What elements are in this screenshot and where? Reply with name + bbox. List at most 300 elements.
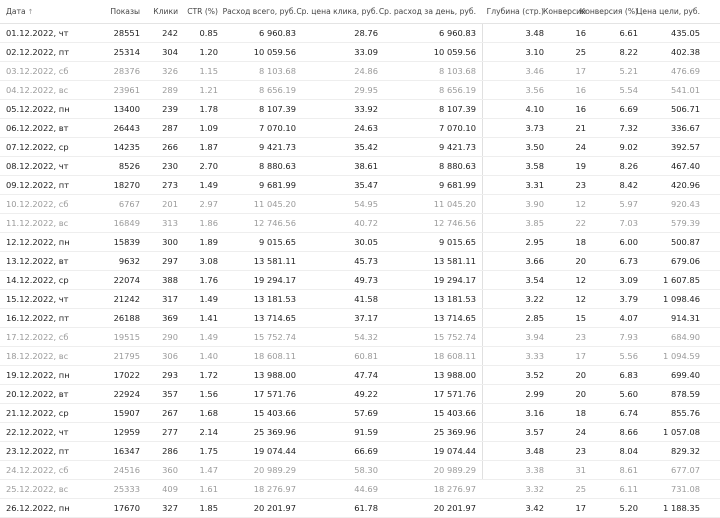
cell-conv: 12 — [575, 294, 586, 304]
cell-conv-rate: 7.93 — [619, 332, 638, 342]
cell-conv: 23 — [575, 180, 586, 190]
table-row[interactable] — [0, 100, 720, 119]
cell-spend-day: 25 369.96 — [433, 427, 476, 437]
cell-shows: 19515 — [113, 332, 140, 342]
cell-ctr: 1.40 — [199, 351, 218, 361]
cell-cpa: 500.87 — [670, 237, 700, 247]
cell-spend-total: 9 421.73 — [259, 142, 296, 152]
cell-clicks: 304 — [162, 47, 178, 57]
cell-depth: 3.94 — [525, 332, 544, 342]
cell-cpc: 49.22 — [354, 389, 378, 399]
cell-conv-rate: 6.74 — [619, 408, 638, 418]
cell-cpc: 58.30 — [354, 465, 378, 475]
cell-date: 04.12.2022, вс — [6, 85, 69, 95]
cell-conv-rate: 3.79 — [619, 294, 638, 304]
cell-shows: 17022 — [113, 370, 140, 380]
cell-clicks: 388 — [162, 275, 178, 285]
cell-shows: 17670 — [113, 503, 140, 513]
cell-ctr: 1.09 — [199, 123, 218, 133]
cell-conv: 23 — [575, 332, 586, 342]
cell-shows: 18270 — [113, 180, 140, 190]
cell-ctr: 1.56 — [199, 389, 218, 399]
cell-shows: 25314 — [113, 47, 140, 57]
cell-cpa: 855.76 — [670, 408, 700, 418]
cell-spend-total: 11 045.20 — [253, 199, 296, 209]
column-header-ctr[interactable] — [184, 0, 224, 23]
cell-spend-total: 9 015.65 — [259, 237, 296, 247]
column-header-shows[interactable] — [88, 0, 146, 23]
cell-date: 13.12.2022, вт — [6, 256, 69, 266]
cell-spend-day: 20 989.29 — [433, 465, 476, 475]
cell-cpc: 45.73 — [354, 256, 378, 266]
cell-spend-day: 9 015.65 — [439, 237, 476, 247]
cell-conv: 20 — [575, 256, 586, 266]
cell-ctr: 1.86 — [199, 218, 218, 228]
cell-conv: 22 — [575, 218, 586, 228]
cell-spend-total: 18 276.97 — [253, 484, 296, 494]
cell-spend-total: 13 714.65 — [253, 313, 296, 323]
cell-shows: 22924 — [113, 389, 140, 399]
cell-ctr: 1.21 — [199, 85, 218, 95]
cell-conv: 21 — [575, 123, 586, 133]
cell-depth: 2.99 — [525, 389, 544, 399]
cell-clicks: 290 — [162, 332, 178, 342]
cell-spend-day: 13 581.11 — [433, 256, 476, 266]
table-row[interactable] — [0, 328, 720, 347]
cell-ctr: 1.47 — [199, 465, 218, 475]
cell-depth: 3.10 — [525, 47, 544, 57]
cell-cpa: 435.05 — [670, 28, 700, 38]
cell-conv: 12 — [575, 275, 586, 285]
cell-depth: 4.10 — [525, 104, 544, 114]
cell-conv: 25 — [575, 47, 586, 57]
table-row[interactable] — [0, 366, 720, 385]
cell-conv-rate: 6.00 — [619, 237, 638, 247]
cell-clicks: 287 — [162, 123, 178, 133]
cell-ctr: 1.89 — [199, 237, 218, 247]
cell-depth: 3.22 — [525, 294, 544, 304]
cell-conv: 17 — [575, 503, 586, 513]
cell-cpc: 38.61 — [354, 161, 378, 171]
cell-depth: 3.54 — [525, 275, 544, 285]
cell-conv-rate: 6.73 — [619, 256, 638, 266]
cell-ctr: 1.87 — [199, 142, 218, 152]
cell-spend-day: 18 276.97 — [433, 484, 476, 494]
cell-date: 08.12.2022, чт — [6, 161, 69, 171]
cell-date: 19.12.2022, пн — [6, 370, 70, 380]
cell-shows: 6767 — [118, 199, 140, 209]
cell-depth: 3.33 — [525, 351, 544, 361]
cell-depth: 3.66 — [525, 256, 544, 266]
cell-spend-total: 20 201.97 — [253, 503, 296, 513]
cell-conv: 17 — [575, 351, 586, 361]
cell-clicks: 289 — [162, 85, 178, 95]
table-row[interactable] — [0, 157, 720, 176]
cell-cpa: 579.39 — [670, 218, 700, 228]
cell-spend-day: 11 045.20 — [433, 199, 476, 209]
cell-shows: 15907 — [113, 408, 140, 418]
cell-clicks: 266 — [162, 142, 178, 152]
cell-conv-rate: 8.66 — [619, 427, 638, 437]
cell-spend-day: 12 746.56 — [433, 218, 476, 228]
cell-shows: 15839 — [113, 237, 140, 247]
cell-conv-rate: 3.09 — [619, 275, 638, 285]
cell-spend-total: 18 608.11 — [253, 351, 296, 361]
cell-spend-total: 17 571.76 — [253, 389, 296, 399]
cell-conv-rate: 6.11 — [619, 484, 638, 494]
cell-ctr: 1.61 — [199, 484, 218, 494]
cell-conv-rate: 5.21 — [619, 66, 638, 76]
cell-spend-total: 7 070.10 — [259, 123, 296, 133]
table-row[interactable] — [0, 347, 720, 366]
cell-clicks: 306 — [162, 351, 178, 361]
cell-depth: 3.52 — [525, 370, 544, 380]
cell-date: 02.12.2022, пт — [6, 47, 70, 57]
cell-conv-rate: 8.42 — [619, 180, 638, 190]
table-row[interactable] — [0, 480, 720, 499]
cell-ctr: 2.70 — [199, 161, 218, 171]
cell-spend-day: 8 880.63 — [439, 161, 476, 171]
cell-clicks: 230 — [162, 161, 178, 171]
column-header-depth[interactable] — [482, 0, 550, 23]
table-row[interactable] — [0, 176, 720, 195]
cell-conv: 20 — [575, 389, 586, 399]
cell-cpa: 476.69 — [670, 66, 700, 76]
cell-cpa: 420.96 — [670, 180, 700, 190]
cell-date: 12.12.2022, пн — [6, 237, 70, 247]
cell-cpc: 61.78 — [354, 503, 378, 513]
cell-shows: 26188 — [113, 313, 140, 323]
cell-spend-total: 8 880.63 — [259, 161, 296, 171]
cell-cpa: 467.40 — [670, 161, 700, 171]
cell-depth: 3.38 — [525, 465, 544, 475]
cell-conv-rate: 5.60 — [619, 389, 638, 399]
cell-ctr: 1.15 — [199, 66, 218, 76]
column-header-cpc[interactable] — [296, 0, 384, 23]
cell-clicks: 286 — [162, 446, 178, 456]
cell-cpa: 878.59 — [670, 389, 700, 399]
cell-clicks: 357 — [162, 389, 178, 399]
cell-cpa: 1 607.85 — [663, 275, 700, 285]
table-row[interactable] — [0, 271, 720, 290]
column-header-label: CTR (%) — [187, 7, 218, 16]
table-row[interactable] — [0, 214, 720, 233]
cell-conv: 25 — [575, 484, 586, 494]
cell-clicks: 293 — [162, 370, 178, 380]
cell-spend-day: 8 103.68 — [439, 66, 476, 76]
cell-spend-day: 18 608.11 — [433, 351, 476, 361]
cell-cpc: 33.92 — [354, 104, 378, 114]
cell-ctr: 3.08 — [199, 256, 218, 266]
cell-conv-rate: 7.03 — [619, 218, 638, 228]
cell-depth: 3.57 — [525, 427, 544, 437]
cell-ctr: 2.97 — [199, 199, 218, 209]
cell-spend-total: 19 074.44 — [253, 446, 296, 456]
cell-cpa: 677.07 — [670, 465, 700, 475]
column-header-label: Цена цели, руб. — [636, 7, 700, 16]
cell-cpa: 1 057.08 — [663, 427, 700, 437]
cell-spend-total: 9 681.99 — [259, 180, 296, 190]
cell-spend-day: 15 403.66 — [433, 408, 476, 418]
cell-cpc: 41.58 — [354, 294, 378, 304]
cell-shows: 25333 — [113, 484, 140, 494]
cell-spend-total: 12 746.56 — [253, 218, 296, 228]
cell-spend-day: 6 960.83 — [439, 28, 476, 38]
cell-conv-rate: 8.61 — [619, 465, 638, 475]
column-header-label: Дата — [6, 7, 26, 16]
cell-spend-total: 10 059.56 — [253, 47, 296, 57]
cell-conv-rate: 8.26 — [619, 161, 638, 171]
cell-conv: 20 — [575, 370, 586, 380]
table-row[interactable] — [0, 81, 720, 100]
sort-ascending-icon[interactable]: ↑ — [27, 7, 34, 16]
column-header-clicks[interactable] — [146, 0, 184, 23]
cell-date: 21.12.2022, ср — [6, 408, 69, 418]
table-header — [0, 0, 720, 24]
cell-conv: 16 — [575, 85, 586, 95]
column-header-date[interactable] — [0, 0, 88, 23]
cell-depth: 3.58 — [525, 161, 544, 171]
cell-spend-total: 8 103.68 — [259, 66, 296, 76]
table-row[interactable] — [0, 138, 720, 157]
cell-date: 14.12.2022, ср — [6, 275, 69, 285]
column-header-label: Глубина (стр.) — [486, 7, 544, 16]
cell-spend-total: 6 960.83 — [259, 28, 296, 38]
table-row[interactable] — [0, 423, 720, 442]
cell-date: 25.12.2022, вс — [6, 484, 69, 494]
cell-ctr: 1.78 — [199, 104, 218, 114]
cell-clicks: 326 — [162, 66, 178, 76]
cell-ctr: 1.20 — [199, 47, 218, 57]
cell-spend-day: 13 988.00 — [433, 370, 476, 380]
cell-cpc: 24.63 — [354, 123, 378, 133]
cell-clicks: 277 — [162, 427, 178, 437]
table-row[interactable] — [0, 24, 720, 43]
table-row[interactable] — [0, 309, 720, 328]
cell-spend-total: 13 181.53 — [253, 294, 296, 304]
cell-cpc: 35.47 — [354, 180, 378, 190]
column-header-cpa[interactable] — [636, 0, 706, 23]
cell-date: 26.12.2022, пн — [6, 503, 70, 513]
table-row[interactable] — [0, 119, 720, 138]
cell-depth: 3.50 — [525, 142, 544, 152]
column-header-label: Ср. цена клика, руб. — [296, 7, 378, 16]
cell-cpc: 28.76 — [354, 28, 378, 38]
cell-spend-day: 15 752.74 — [433, 332, 476, 342]
cell-shows: 13400 — [113, 104, 140, 114]
cell-date: 23.12.2022, пт — [6, 446, 70, 456]
cell-clicks: 267 — [162, 408, 178, 418]
cell-ctr: 1.68 — [199, 408, 218, 418]
cell-conv-rate: 8.04 — [619, 446, 638, 456]
cell-clicks: 239 — [162, 104, 178, 114]
column-header-label: Клики — [153, 7, 178, 16]
cell-conv: 23 — [575, 446, 586, 456]
column-header-spend-total[interactable] — [224, 0, 302, 23]
cell-cpc: 57.69 — [354, 408, 378, 418]
table-row[interactable] — [0, 233, 720, 252]
cell-cpa: 541.01 — [670, 85, 700, 95]
cell-shows: 8526 — [118, 161, 140, 171]
cell-conv: 24 — [575, 427, 586, 437]
cell-conv-rate: 7.32 — [619, 123, 638, 133]
cell-date: 22.12.2022, чт — [6, 427, 69, 437]
cell-cpa: 920.43 — [670, 199, 700, 209]
cell-spend-day: 7 070.10 — [439, 123, 476, 133]
cell-cpc: 40.72 — [354, 218, 378, 228]
cell-conv-rate: 5.20 — [619, 503, 638, 513]
cell-date: 06.12.2022, вт — [6, 123, 69, 133]
cell-conv: 18 — [575, 237, 586, 247]
cell-spend-day: 19 294.17 — [433, 275, 476, 285]
table-row[interactable] — [0, 461, 720, 480]
cell-depth: 3.16 — [525, 408, 544, 418]
cell-date: 01.12.2022, чт — [6, 28, 69, 38]
cell-date: 09.12.2022, пт — [6, 180, 70, 190]
cell-date: 05.12.2022, пн — [6, 104, 70, 114]
cell-depth: 2.85 — [525, 313, 544, 323]
cell-spend-total: 25 369.96 — [253, 427, 296, 437]
cell-date: 15.12.2022, чт — [6, 294, 69, 304]
cell-spend-day: 8 107.39 — [439, 104, 476, 114]
column-header-label: Конверсия (%) — [579, 7, 638, 16]
cell-spend-total: 13 988.00 — [253, 370, 296, 380]
cell-clicks: 327 — [162, 503, 178, 513]
table-row[interactable] — [0, 404, 720, 423]
cell-cpc: 29.95 — [354, 85, 378, 95]
table-row[interactable] — [0, 385, 720, 404]
cell-shows: 21795 — [113, 351, 140, 361]
cell-clicks: 297 — [162, 256, 178, 266]
cell-conv: 31 — [575, 465, 586, 475]
cell-ctr: 1.72 — [199, 370, 218, 380]
cell-date: 24.12.2022, сб — [6, 465, 69, 475]
cell-clicks: 369 — [162, 313, 178, 323]
cell-conv: 16 — [575, 28, 586, 38]
table-row[interactable] — [0, 290, 720, 309]
cell-cpc: 54.32 — [354, 332, 378, 342]
cell-cpc: 35.42 — [354, 142, 378, 152]
column-header-label: Показы — [110, 7, 140, 16]
cell-cpa: 506.71 — [670, 104, 700, 114]
cell-depth: 3.56 — [525, 85, 544, 95]
cell-spend-total: 8 107.39 — [259, 104, 296, 114]
cell-spend-total: 19 294.17 — [253, 275, 296, 285]
cell-date: 11.12.2022, вс — [6, 218, 69, 228]
cell-conv-rate: 5.54 — [619, 85, 638, 95]
column-header-label: Конверсии — [542, 7, 586, 16]
cell-conv-rate: 5.56 — [619, 351, 638, 361]
cell-ctr: 1.75 — [199, 446, 218, 456]
cell-cpc: 44.69 — [354, 484, 378, 494]
cell-spend-day: 8 656.19 — [439, 85, 476, 95]
cell-shows: 26443 — [113, 123, 140, 133]
cell-shows: 12959 — [113, 427, 140, 437]
cell-clicks: 317 — [162, 294, 178, 304]
table-row[interactable] — [0, 195, 720, 214]
cell-cpc: 33.09 — [354, 47, 378, 57]
cell-ctr: 1.49 — [199, 294, 218, 304]
cell-cpa: 392.57 — [670, 142, 700, 152]
cell-cpc: 91.59 — [354, 427, 378, 437]
cell-cpc: 30.05 — [354, 237, 378, 247]
cell-date: 03.12.2022, сб — [6, 66, 69, 76]
cell-cpa: 402.38 — [670, 47, 700, 57]
cell-conv-rate: 9.02 — [619, 142, 638, 152]
cell-ctr: 0.85 — [199, 28, 218, 38]
cell-clicks: 300 — [162, 237, 178, 247]
cell-conv-rate: 4.07 — [619, 313, 638, 323]
cell-ctr: 1.49 — [199, 180, 218, 190]
table-row[interactable] — [0, 62, 720, 81]
cell-date: 20.12.2022, вт — [6, 389, 69, 399]
cell-spend-day: 19 074.44 — [433, 446, 476, 456]
cell-shows: 14235 — [113, 142, 140, 152]
cell-cpc: 66.69 — [354, 446, 378, 456]
cell-cpc: 37.17 — [354, 313, 378, 323]
cell-conv: 16 — [575, 104, 586, 114]
cell-spend-total: 13 581.11 — [253, 256, 296, 266]
cell-conv: 24 — [575, 142, 586, 152]
table-row[interactable] — [0, 499, 720, 518]
cell-shows: 22074 — [113, 275, 140, 285]
cell-cpa: 1 094.59 — [663, 351, 700, 361]
cell-ctr: 1.49 — [199, 332, 218, 342]
cell-depth: 3.31 — [525, 180, 544, 190]
cell-conv-rate: 6.61 — [619, 28, 638, 38]
column-header-label: Расход всего, руб. — [222, 7, 296, 16]
cell-shows: 21242 — [113, 294, 140, 304]
cell-depth: 3.48 — [525, 446, 544, 456]
cell-spend-day: 20 201.97 — [433, 503, 476, 513]
cell-cpc: 60.81 — [354, 351, 378, 361]
cell-spend-day: 10 059.56 — [433, 47, 476, 57]
cell-depth: 3.48 — [525, 28, 544, 38]
cell-cpc: 49.73 — [354, 275, 378, 285]
cell-clicks: 409 — [162, 484, 178, 494]
table-row[interactable] — [0, 43, 720, 62]
cell-ctr: 1.85 — [199, 503, 218, 513]
cell-date: 16.12.2022, пт — [6, 313, 70, 323]
cell-clicks: 201 — [162, 199, 178, 209]
cell-depth: 3.32 — [525, 484, 544, 494]
cell-ctr: 1.41 — [199, 313, 218, 323]
column-header-spend-day[interactable] — [378, 0, 482, 23]
cell-shows: 28551 — [113, 28, 140, 38]
cell-conv: 18 — [575, 408, 586, 418]
table-row[interactable] — [0, 442, 720, 461]
cell-conv-rate: 5.97 — [619, 199, 638, 209]
cell-shows: 23961 — [113, 85, 140, 95]
cell-spend-total: 20 989.29 — [253, 465, 296, 475]
cell-depth: 3.85 — [525, 218, 544, 228]
cell-cpc: 54.95 — [354, 199, 378, 209]
cell-conv: 15 — [575, 313, 586, 323]
cell-depth: 3.90 — [525, 199, 544, 209]
cell-shows: 24516 — [113, 465, 140, 475]
table-row[interactable] — [0, 252, 720, 271]
cell-conv: 12 — [575, 199, 586, 209]
cell-shows: 16347 — [113, 446, 140, 456]
cell-clicks: 273 — [162, 180, 178, 190]
cell-depth: 2.95 — [525, 237, 544, 247]
cell-spend-total: 15 752.74 — [253, 332, 296, 342]
cell-clicks: 313 — [162, 218, 178, 228]
cell-cpa: 336.67 — [670, 123, 700, 133]
cell-depth: 3.73 — [525, 123, 544, 133]
cell-conv-rate: 8.22 — [619, 47, 638, 57]
cell-cpa: 914.31 — [670, 313, 700, 323]
